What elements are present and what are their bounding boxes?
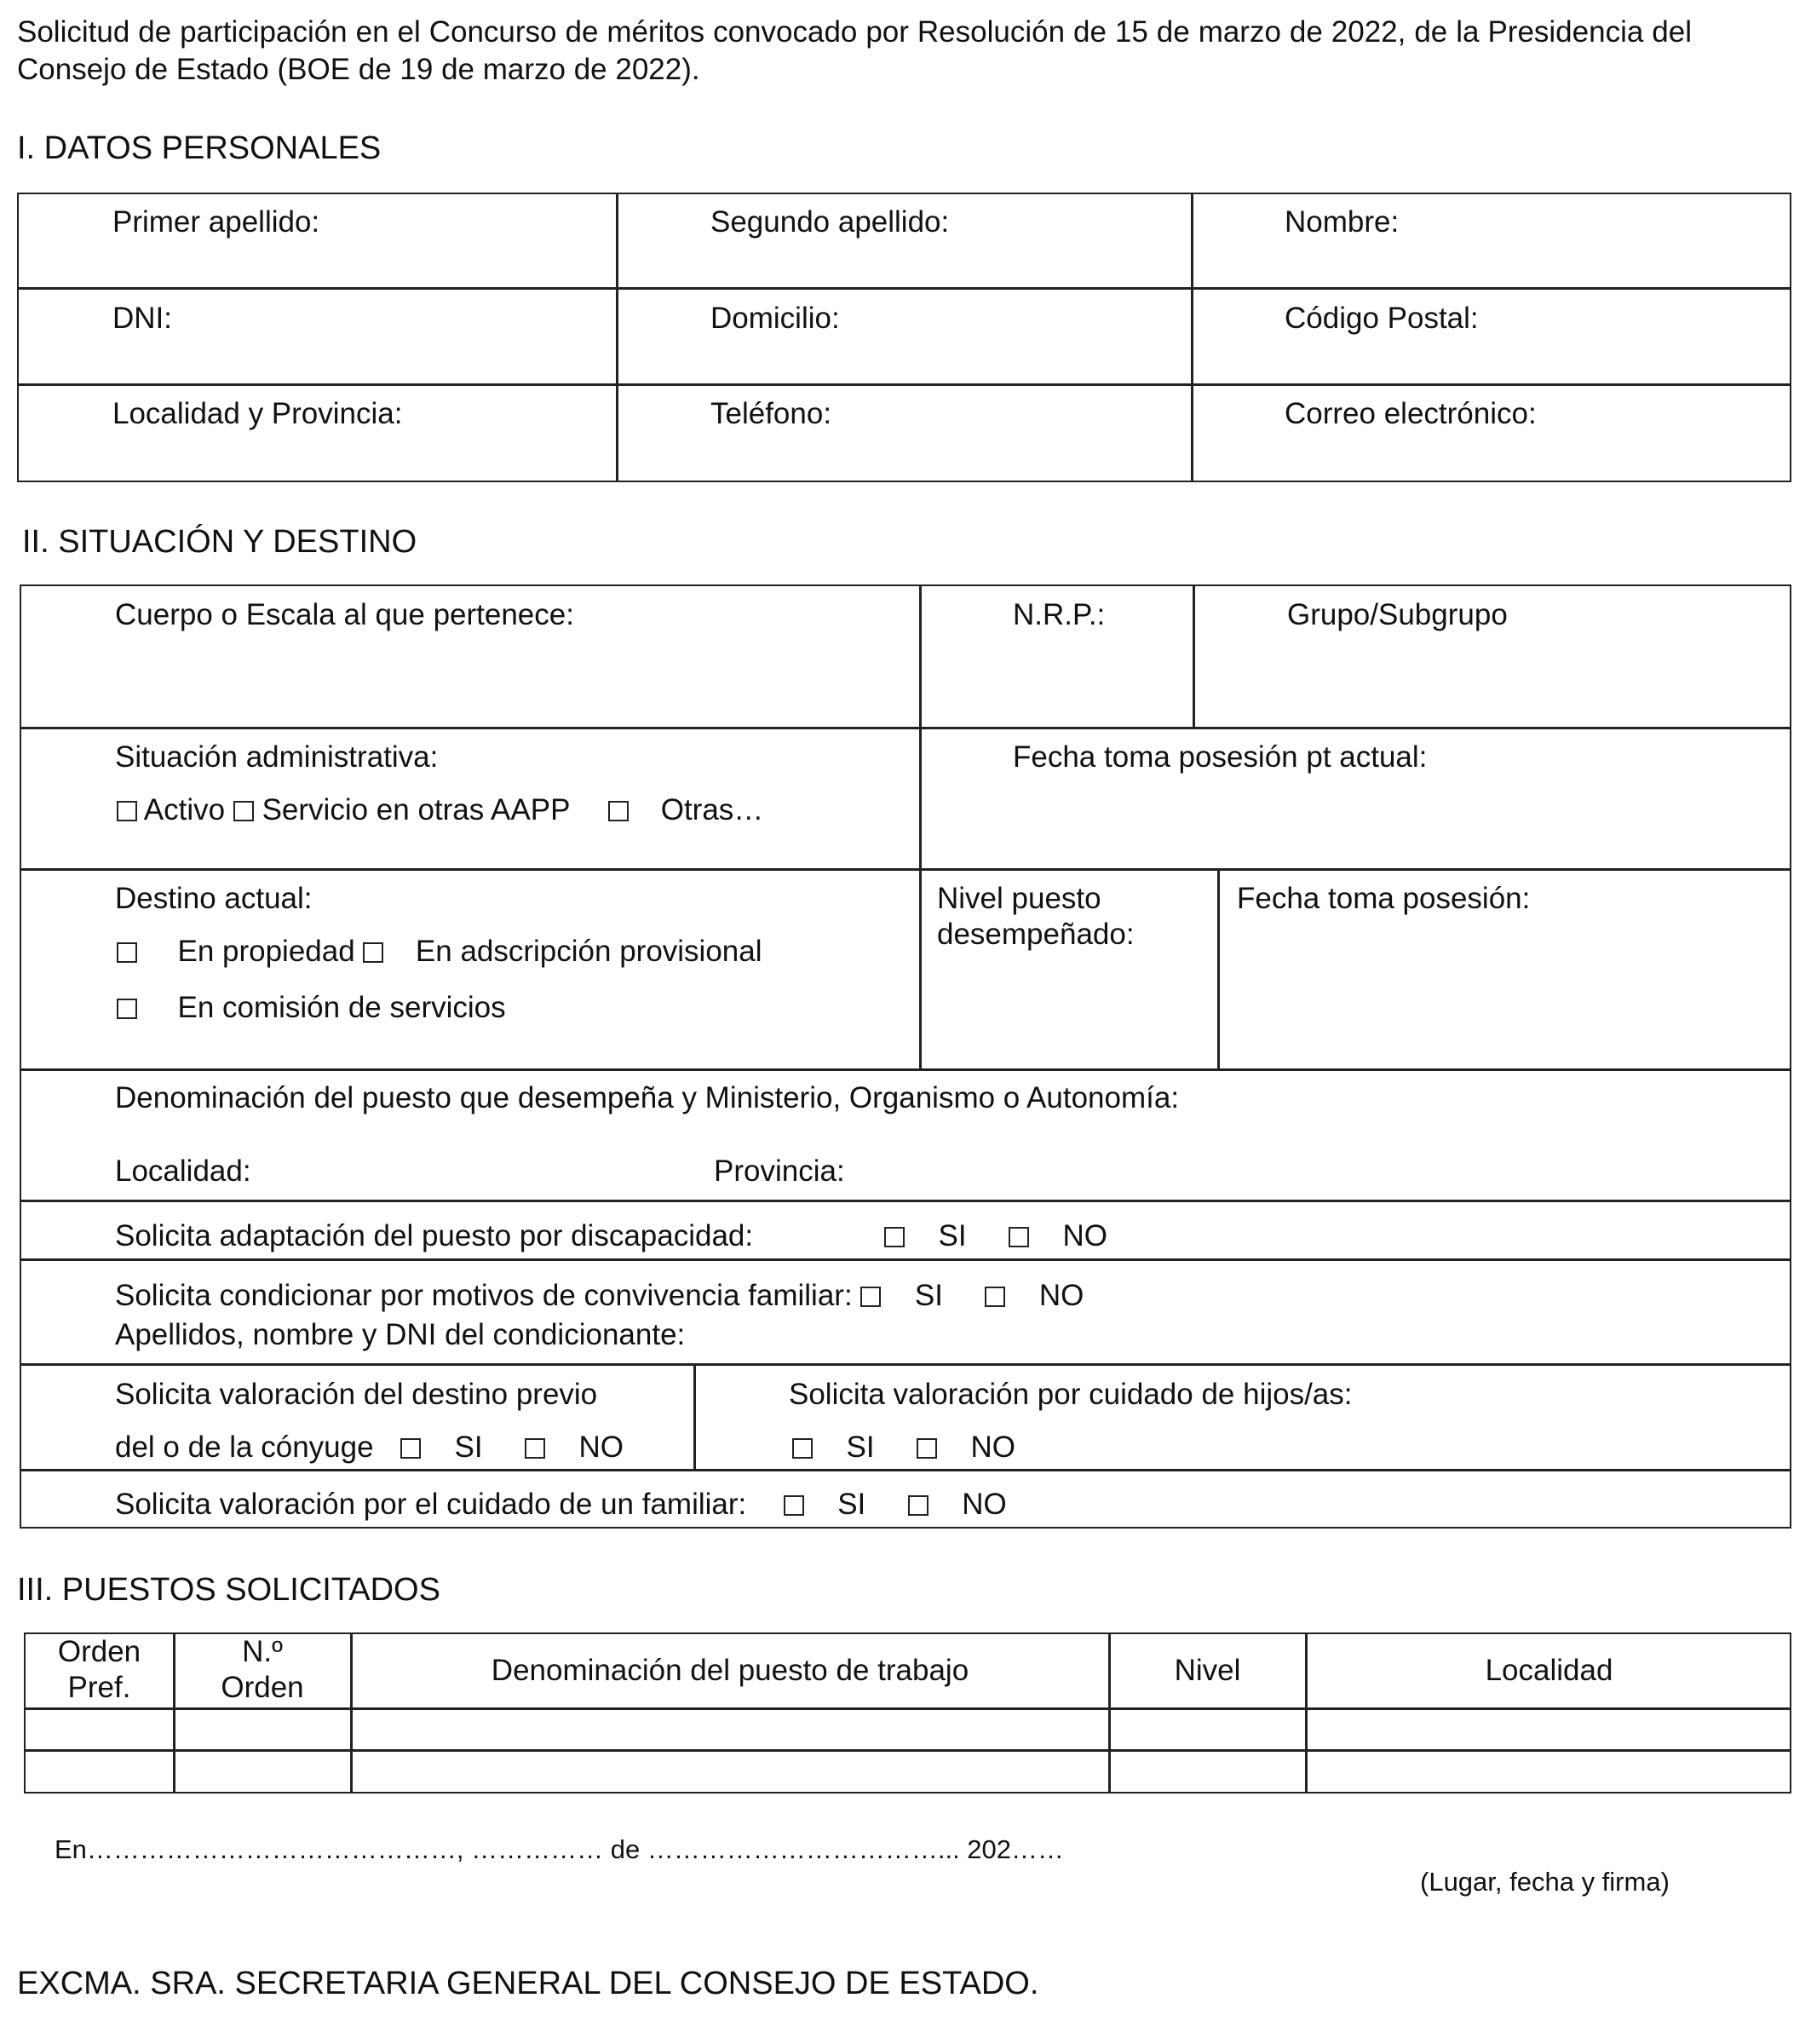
checkbox-hijos-si[interactable] (792, 1438, 813, 1459)
col-orden-pref-line1: Orden (57, 1635, 141, 1668)
condicionar-line (115, 1278, 1084, 1314)
checkbox-activo[interactable] (117, 801, 137, 821)
col-n-orden (175, 1634, 350, 1706)
destino-options-2 (117, 990, 506, 1026)
checkbox-otras[interactable] (608, 801, 629, 821)
field-correo-electronico[interactable]: Correo electrónico: (1285, 397, 1537, 430)
destino-options-1 (117, 934, 762, 970)
checkbox-condicionar-si[interactable] (860, 1287, 881, 1307)
label-nivel-puesto-1: Nivel puesto (937, 882, 1101, 915)
intro-text: Solicitud de participación en el Concurso de méritos convocado por Resolución de 15 de marzo de 2022, de la Presidencia del Consejo de Estado (BOE de 19 de marzo de 2022). (17, 15, 1692, 86)
situacion-options (117, 792, 763, 828)
label-activo: Activo (143, 793, 226, 826)
checkbox-en-propiedad[interactable] (117, 942, 137, 963)
col-nivel: Nivel (1174, 1654, 1241, 1687)
label-condicionar-convivencia: Solicita condicionar por motivos de convivencia familiar: (115, 1279, 853, 1312)
label-en-propiedad: En propiedad (177, 935, 355, 968)
signature-line[interactable]: En……………………………………, …………… de ……………………………... 202…… (55, 1834, 1065, 1864)
signature-note: (Lugar, fecha y firma) (1420, 1867, 1670, 1897)
col-orden-pref-line2: Pref. (67, 1671, 131, 1704)
label-situacion-administrativa: Situación administrativa: (115, 740, 439, 774)
field-cuerpo-escala[interactable]: Cuerpo o Escala al que pertenece: (115, 598, 574, 631)
label-no: NO (970, 1431, 1015, 1464)
section-title-puestos-solicitados: III. PUESTOS SOLICITADOS (17, 1572, 440, 1608)
label-si: SI (914, 1279, 943, 1312)
col-denominacion: Denominación del puesto de trabajo (491, 1654, 969, 1687)
adaptacion-options (884, 1218, 1107, 1254)
label-si: SI (454, 1431, 483, 1464)
checkbox-en-adscripcion-provisional[interactable] (363, 942, 383, 963)
field-primer-apellido[interactable]: Primer apellido: (112, 205, 320, 239)
field-codigo-postal[interactable]: Código Postal: (1285, 302, 1479, 335)
field-nombre[interactable]: Nombre: (1285, 205, 1400, 239)
familiar-line (115, 1487, 1007, 1523)
label-destino-actual: Destino actual: (115, 882, 313, 915)
field-localidad-provincia[interactable]: Localidad y Provincia: (112, 397, 403, 430)
col-orden-pref (26, 1634, 173, 1706)
field-segundo-apellido[interactable]: Segundo apellido: (710, 205, 950, 239)
col-n-orden-line2: Orden (221, 1671, 304, 1704)
label-si: SI (846, 1431, 875, 1464)
label-en-adscripcion-provisional: En adscripción provisional (415, 935, 762, 968)
label-conyuge-2: del o de la cónyuge (115, 1431, 374, 1464)
checkbox-hijos-no[interactable] (917, 1438, 937, 1459)
label-cuidado-hijos: Solicita valoración por cuidado de hijos/as: (789, 1378, 1353, 1411)
section-title-datos-personales: I. DATOS PERSONALES (17, 130, 382, 166)
label-otras: Otras… (660, 793, 764, 826)
checkbox-familiar-no[interactable] (908, 1495, 928, 1516)
hijos-options (792, 1430, 1015, 1465)
field-nrp[interactable]: N.R.P.: (1013, 598, 1106, 631)
field-denominacion-puesto[interactable]: Denominación del puesto que desempeña y Ministerio, Organismo o Autonomía: (115, 1081, 1180, 1114)
field-localidad[interactable]: Localidad: (115, 1154, 251, 1188)
label-si: SI (837, 1488, 866, 1521)
field-condicionante[interactable]: Apellidos, nombre y DNI del condicionante: (115, 1318, 686, 1351)
label-no: NO (1038, 1279, 1084, 1312)
checkbox-conyuge-si[interactable] (400, 1438, 421, 1459)
field-fecha-toma-posesion[interactable]: Fecha toma posesión: (1237, 882, 1531, 915)
field-provincia[interactable]: Provincia: (714, 1154, 845, 1188)
label-no: NO (578, 1431, 624, 1464)
checkbox-adaptacion-si[interactable] (884, 1227, 905, 1247)
col-n-orden-line1: N.º (242, 1635, 283, 1668)
checkbox-servicio-otras-aapp[interactable] (233, 801, 254, 821)
checkbox-adaptacion-no[interactable] (1009, 1227, 1029, 1247)
field-domicilio[interactable]: Domicilio: (710, 302, 840, 335)
field-telefono[interactable]: Teléfono: (710, 397, 832, 430)
field-fecha-toma-posesion-pt-actual[interactable]: Fecha toma posesión pt actual: (1013, 740, 1428, 774)
section-title-situacion-destino: II. SITUACIÓN Y DESTINO (22, 524, 417, 560)
label-adaptacion-discapacidad: Solicita adaptación del puesto por discapacidad: (115, 1219, 754, 1252)
label-no: NO (962, 1488, 1007, 1521)
label-conyuge-1: Solicita valoración del destino previo (115, 1378, 598, 1411)
checkbox-en-comision-servicios[interactable] (117, 999, 137, 1019)
label-servicio-otras-aapp: Servicio en otras AAPP (262, 793, 570, 826)
field-grupo-subgrupo[interactable]: Grupo/Subgrupo (1287, 598, 1508, 631)
checkbox-familiar-si[interactable] (784, 1495, 804, 1516)
addressee: EXCMA. SRA. SECRETARIA GENERAL DEL CONSEJO DE ESTADO. (17, 1966, 1039, 2001)
label-cuidado-familiar: Solicita valoración por el cuidado de un familiar: (115, 1488, 747, 1521)
checkbox-conyuge-no[interactable] (525, 1438, 545, 1459)
conyuge-line (115, 1430, 624, 1465)
label-nivel-puesto-2: desempeñado: (937, 918, 1135, 951)
field-nivel-puesto[interactable] (937, 881, 1135, 953)
field-dni[interactable]: DNI: (112, 302, 172, 335)
label-en-comision-servicios: En comisión de servicios (177, 991, 506, 1024)
checkbox-condicionar-no[interactable] (985, 1287, 1005, 1307)
col-localidad: Localidad (1485, 1654, 1613, 1687)
label-no: NO (1062, 1219, 1107, 1252)
label-si: SI (938, 1219, 967, 1252)
